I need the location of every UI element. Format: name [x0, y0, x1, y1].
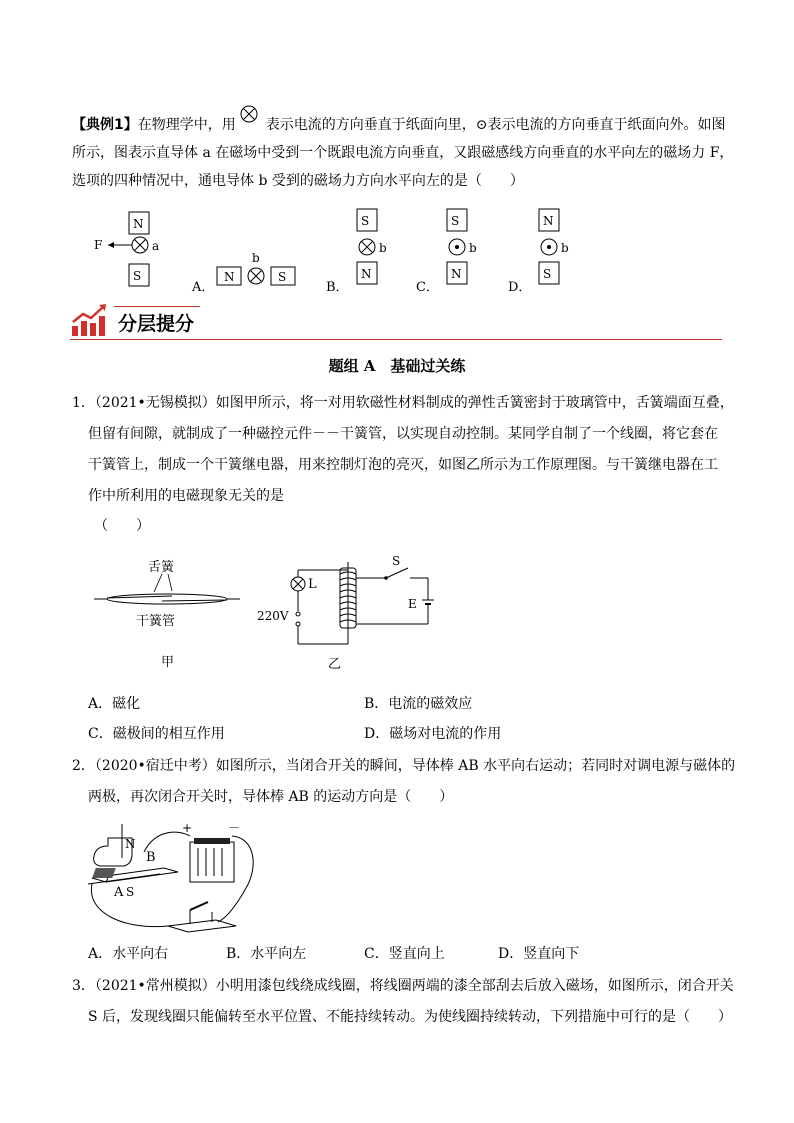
option-b-label: B．: [326, 280, 349, 295]
svg-text:N: N: [543, 214, 554, 228]
s-pole-label: S: [133, 269, 142, 283]
q2-option-b[interactable]: B．水平向左: [226, 946, 307, 962]
q1-option-d[interactable]: D．磁场对电流的作用: [364, 726, 502, 742]
conductor-a-label: a: [152, 239, 160, 253]
q2-option-d[interactable]: D．竖直向下: [498, 946, 580, 962]
example-line-2: 所示，图表示直导体 a 在磁场中受到一个既跟电流方向垂直，又跟磁感线方向垂直的水平向左的磁场力 F，: [72, 145, 734, 161]
battery-e-label: E: [408, 597, 417, 611]
section-divider: [70, 339, 722, 340]
force-label: F: [94, 238, 103, 252]
svg-text:S: S: [361, 214, 370, 228]
example-text-1b: 表示电流的方向垂直于纸面向里，⊙表示电流的方向垂直于纸面向外。如图: [265, 117, 726, 133]
svg-text:b: b: [561, 241, 569, 255]
magnet-s-label: S: [126, 885, 135, 899]
option-a-label: A．: [192, 280, 215, 295]
svg-text:N: N: [361, 267, 372, 281]
q2-figure: [86, 818, 296, 934]
rod-a-label: A: [114, 885, 124, 900]
svg-text:S: S: [543, 267, 552, 281]
q1-line-3: 干簧管上，制成一个干簧继电器，用来控制灯泡的亮灭，如图乙所示为工作原理图。与干簧继电器在工: [88, 457, 718, 473]
q1-line-1: 1．（2021•无锡模拟）如图甲所示，将一对用软磁性材料制成的弹性舌簧密封于玻璃管中，舌簧端面互叠，: [72, 395, 734, 411]
magnet-n-label: N: [125, 837, 136, 851]
section-title-underline-top: [114, 306, 200, 307]
example-text-1a: 在物理学中，用: [137, 117, 236, 133]
option-b-figure: [326, 209, 387, 295]
figure-jia-label: 甲: [161, 655, 175, 670]
battery-plus-label: +: [182, 821, 193, 835]
battery-minus-label: －: [228, 821, 241, 835]
example-figure: [80, 205, 600, 300]
q3-line-1: 3．（2021•常州模拟）小明用漆包线绕成线圈，将线圈两端的漆全部刮去后放入磁场，如图所示，闭合开关: [72, 978, 734, 994]
option-c-figure: [416, 209, 477, 295]
q2-line-1: 2．（2020•宿迁中考）如图所示，当闭合开关的瞬间，导体棒 AB 水平向右运动；若同时对调电源与磁体的: [72, 758, 736, 774]
q1-answer-paren: （ ）: [94, 518, 150, 534]
option-a-figure: [191, 251, 295, 295]
reed-switch-figure: [94, 560, 240, 670]
svg-text:N: N: [224, 270, 235, 284]
svg-text:b: b: [469, 241, 477, 255]
svg-text:b: b: [252, 251, 260, 265]
example-line-3: 选项的四种情况中，通电导体 b 受到的磁场力方向水平向左的是（ ）: [72, 173, 524, 189]
q1-line-2: 但留有间隙，就制成了一种磁控元件－－干簧管，以实现自动控制。某同学自制了一个线圈，将它套在: [88, 426, 718, 442]
relay-circuit-figure: [257, 554, 434, 672]
example-line-1: [72, 115, 732, 135]
switch-s-label: S: [392, 554, 401, 568]
n-pole-label: N: [133, 217, 144, 231]
main-magnet-figure: [94, 212, 159, 286]
example-tag: 【典例1】: [72, 117, 138, 133]
q1-option-c[interactable]: C．磁极间的相互作用: [88, 726, 225, 742]
option-c-label: C．: [416, 280, 439, 295]
svg-text:b: b: [379, 241, 387, 255]
q2-option-c[interactable]: C．竖直向上: [364, 946, 445, 962]
growth-chart-icon: [70, 302, 110, 338]
option-d-label: D．: [508, 280, 532, 295]
group-title: 题组 A 基础过关练: [328, 357, 466, 375]
rod-b-label: B: [146, 850, 156, 865]
q2-line-2: 两极，再次闭合开关时，导体棒 AB 的运动方向是（ ）: [88, 789, 454, 805]
section-title: 分层提分: [118, 313, 195, 335]
svg-text:N: N: [451, 267, 462, 281]
q1-line-4: 作中所利用的电磁现象无关的是: [88, 488, 284, 504]
voltage-label: 220V: [257, 609, 289, 623]
q3-line-2: S 后，发现线圈只能偏转至水平位置、不能持续转动。为使线圈持续转动，下列措施中可行的是（ ）: [88, 1009, 733, 1025]
svg-text:S: S: [451, 214, 460, 228]
cross-into-page-icon: [236, 115, 266, 135]
q2-option-a[interactable]: A．水平向右: [88, 946, 169, 962]
lamp-l-label: L: [308, 577, 317, 592]
q1-option-a[interactable]: A．磁化: [88, 696, 141, 712]
svg-text:S: S: [278, 270, 287, 284]
figure-yi-label: 乙: [328, 657, 342, 672]
q1-option-b[interactable]: B．电流的磁效应: [364, 696, 473, 712]
q1-figure: [90, 548, 450, 676]
option-d-figure: [508, 209, 569, 295]
reed-tube-label: 干簧管: [136, 614, 176, 629]
reed-label: 舌簧: [148, 560, 175, 575]
